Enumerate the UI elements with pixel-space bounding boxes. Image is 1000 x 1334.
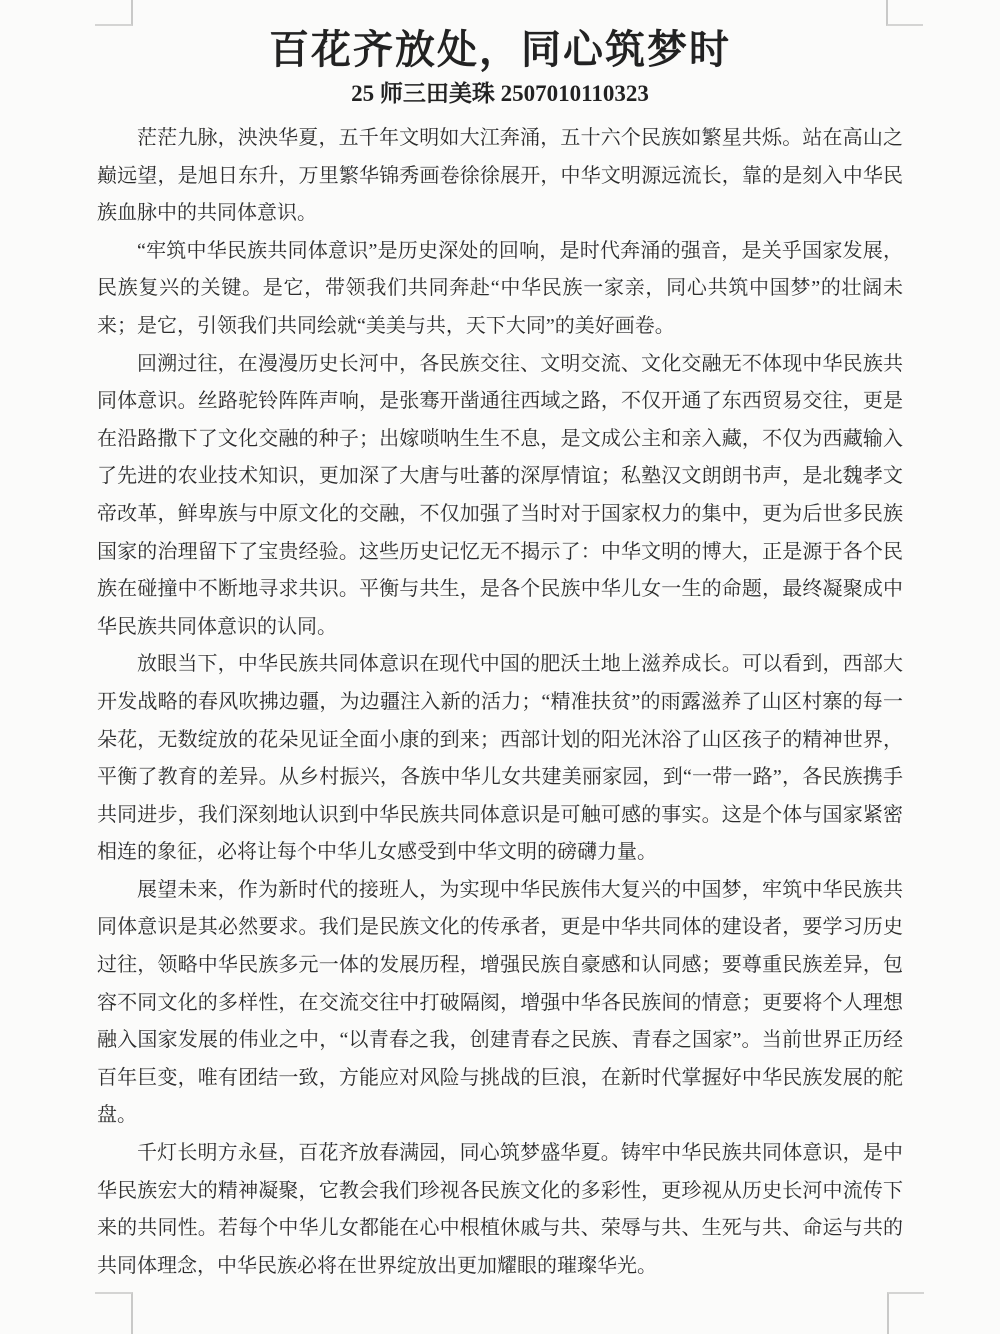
crop-mark-bottom-right (887, 1292, 924, 1334)
crop-mark-bottom-left (95, 1292, 133, 1334)
essay-paragraph: 回溯过往，在漫漫历史长河中，各民族交往、文明交流、文化交融无不体现中华民族共同体意识。丝路驼铃阵阵声响，是张骞开凿通往西域之路，不仅开通了东西贸易交往，更是在沿路撒下了文化交融的种子；出嫁唢呐生生不息，是文成公主和亲入藏，不仅为西藏输入了先进的农业技术知识，更加深了大唐与吐蕃的深厚情谊；私塾汉文朗朗书声，是北魏孝文帝改革，鲜卑族与中原文化的交融，不仅加强了当时对于国家权力的集中，更为后世多民族国家的治理留下了宝贵经验。这些历史记忆无不揭示了：中华文明的博大，正是源于各个民族在碰撞中不断地寻求共识。平衡与共生，是各个民族中华儿女一生的命题，最终凝聚成中华民族共同体意识的认同。 (97, 352, 903, 638)
essay-paragraph: 放眼当下，中华民族共同体意识在现代中国的肥沃土地上滋养成长。可以看到，西部大开发战略的春风吹拂边疆，为边疆注入新的活力；“精准扶贫”的雨露滋养了山区村寨的每一朵花，无数绽放的花朵见证全面小康的到来；西部计划的阳光沐浴了山区孩子的精神世界，平衡了教育的差异。从乡村振兴，各族中华儿女共建美丽家园，到“一带一路”，各民族携手共同进步，我们深刻地认识到中华民族共同体意识是可触可感的事实。这是个体与国家紧密相连的象征，必将让每个中华儿女感受到中华文明的磅礴力量。 (97, 653, 903, 864)
essay-body (97, 120, 903, 1285)
crop-mark-top-left (95, 0, 133, 26)
essay-paragraph: 千灯长明方永昼，百花齐放春满园，同心筑梦盛华夏。铸牢中华民族共同体意识，是中华民族宏大的精神凝聚，它教会我们珍视各民族文化的多彩性，更珍视从历史长河中流传下来的共同性。若每个中华儿女都能在心中根植休戚与共、荣辱与共、生死与共、命运与共的共同体理念，中华民族必将在世界绽放出更加耀眼的璀璨华光。 (97, 1142, 903, 1277)
essay-paragraph: 展望未来，作为新时代的接班人，为实现中华民族伟大复兴的中国梦，牢筑中华民族共同体意识是其必然要求。我们是民族文化的传承者，更是中华共同体的建设者，要学习历史过往，领略中华民族多元一体的发展历程，增强民族自豪感和认同感；要尊重民族差异，包容不同文化的多样性，在交流交往中打破隔阂，增强中华各民族间的情意；更要将个人理想融入国家发展的伟业之中，“以青春之我，创建青春之民族、青春之国家”。当前世界正历经百年巨变，唯有团结一致，方能应对风险与挑战的巨浪，在新时代掌握好中华民族发展的舵盘。 (97, 878, 903, 1127)
essay-paragraph: “牢筑中华民族共同体意识”是历史深处的回响，是时代奔涌的强音，是关乎国家发展，民族复兴的关键。是它，带领我们共同奔赴“中华民族一家亲，同心共筑中国梦”的壮阔未来；是它，引领我们共同绘就“美美与共，天下大同”的美好画卷。 (97, 239, 903, 337)
essay-title: 百花齐放处，同心筑梦时 (269, 27, 731, 72)
essay-byline: 25 师三田美珠 2507010110323 (351, 81, 649, 106)
essay-paragraph: 茫茫九脉，泱泱华夏，五千年文明如大江奔涌，五十六个民族如繁星共烁。站在高山之巅远望，是旭日东升，万里繁华锦秀画卷徐徐展开，中华文明源远流长，靠的是刻入中华民族血脉中的共同体意识。 (97, 127, 903, 225)
crop-mark-top-right (886, 0, 923, 26)
